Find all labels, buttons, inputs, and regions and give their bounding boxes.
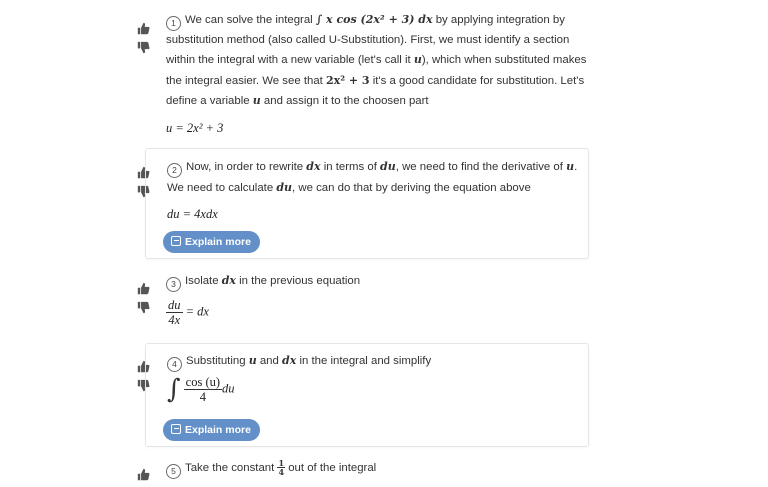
- step-text-line: define a variable u and assign it to the choosen part: [166, 94, 429, 108]
- step-text-line: We need to calculate du, we can do that by deriving the equation above: [167, 181, 531, 194]
- fraction: $\frac{1}{4}$: [278, 458, 285, 478]
- solution-step-3: [145, 263, 589, 341]
- step-number-badge: 4: [167, 357, 182, 372]
- math-inline: ∫ x cos (2x² + 3) dx: [315, 13, 433, 26]
- expand-square-icon: [171, 424, 181, 434]
- solution-step-1: [145, 10, 589, 144]
- step-text-line: 5 Take the constant $\frac{1}{4}$ out of the integral: [166, 459, 583, 479]
- integral-sign: ∫: [167, 374, 181, 405]
- explain-more-button[interactable]: Explain more: [163, 419, 260, 441]
- step-number-badge: 2: [167, 163, 182, 178]
- step-equation: $\frac{du}{4x}$ = dx: [168, 298, 209, 327]
- expand-square-icon: [171, 236, 181, 246]
- fraction: $\frac{du}{4x}$: [168, 298, 181, 327]
- math-inline: dx: [282, 354, 297, 367]
- step-text-line: 4 Substituting u and dx in the integral and simplify: [167, 351, 582, 372]
- math-inline: 2x² + 3: [326, 73, 370, 87]
- step-number-badge: 5: [166, 464, 181, 479]
- step-number-badge: 3: [166, 277, 181, 292]
- step-equation: du = 4xdx: [167, 207, 218, 222]
- math-inline: dx: [306, 160, 321, 173]
- math-inline: u: [252, 94, 261, 108]
- step-text-line: 1 We can solve the integral ∫ x cos (2x² + 3) dx by applying integration by: [166, 10, 583, 31]
- math-inline: u: [413, 53, 422, 67]
- fraction: $\frac{\cos (u)}{4}$: [185, 375, 221, 404]
- step-number-badge: 1: [166, 16, 181, 31]
- math-inline: u: [566, 160, 575, 173]
- solution-step-5: [145, 458, 589, 480]
- step-equation: ∫ $\frac{\cos (u)}{4}$ du: [167, 374, 235, 405]
- step-equation: u = 2x² + 3: [166, 120, 224, 135]
- step-text-line: 2 Now, in order to rewrite dx in terms of du, we need to find the derivative of u.: [167, 157, 582, 178]
- math-inline: u: [248, 354, 257, 367]
- step-text-line: the integral easier. We see that 2x² + 3 it's a good candidate for substitution. Let's: [166, 73, 585, 87]
- math-inline: du: [380, 160, 396, 173]
- solution-step-4: [145, 343, 589, 447]
- math-inline: dx: [221, 274, 236, 287]
- step-text-line: within the integral with a new variable (let's call it u), which when substituted makes: [166, 53, 587, 67]
- step-text-line: 3 Isolate dx in the previous equation: [166, 271, 583, 292]
- explain-more-button[interactable]: Explain more: [163, 231, 260, 253]
- step-text-line: substitution method (also called U-Substitution). First, we must identify a section: [166, 34, 570, 46]
- math-inline: du: [276, 181, 293, 194]
- solution-step-2: [145, 148, 589, 259]
